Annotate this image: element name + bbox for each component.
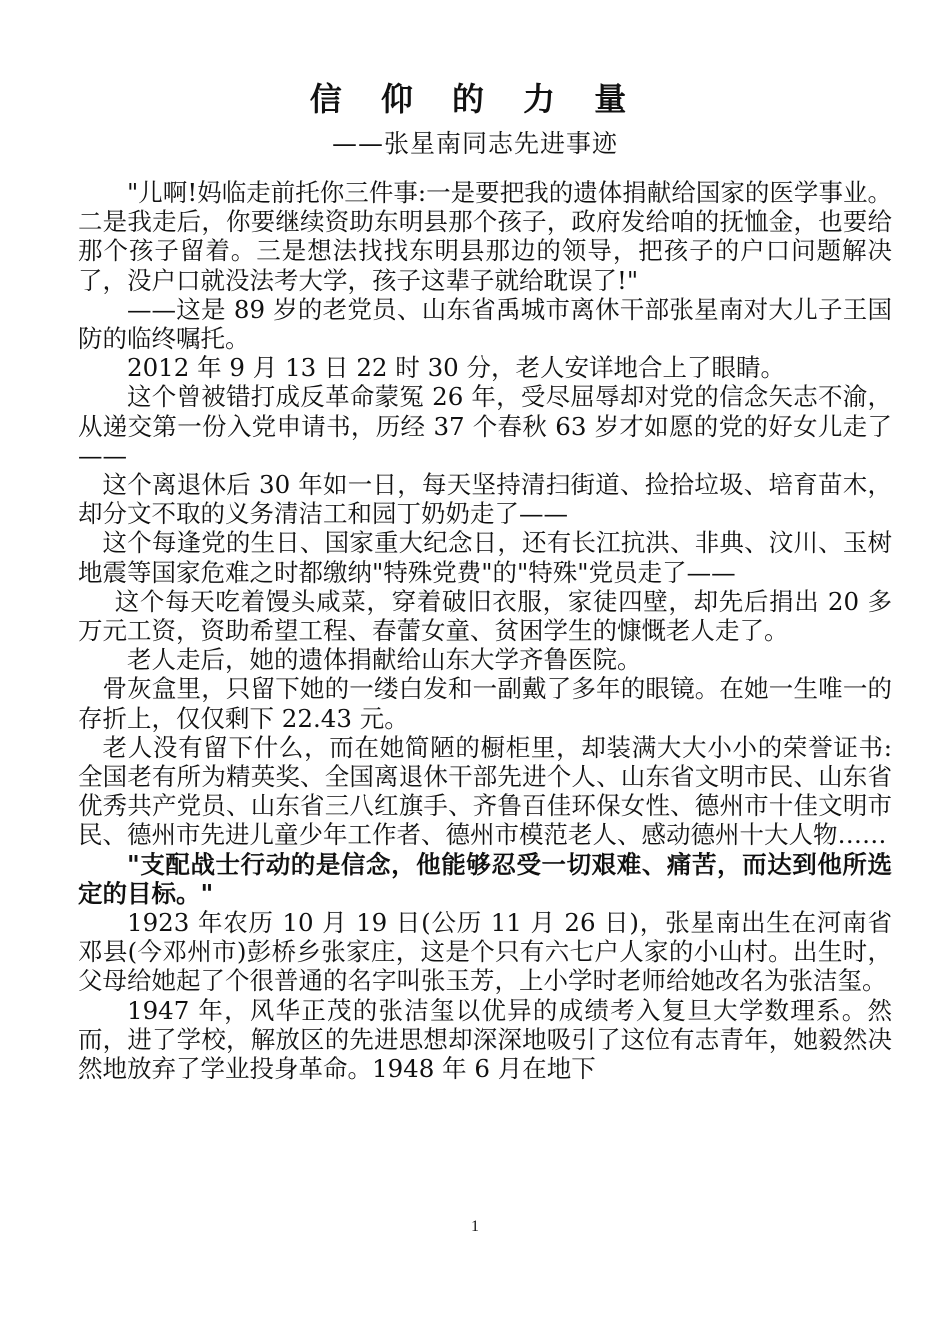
paragraph-honors: 老人没有留下什么，而在她简陋的橱柜里，却装满大大小小的荣誉证书:全国老有所为精英奖、全国离退休干部先进个人、山东省文明市民、山东省优秀共产党员、山东省三八红旗手、齐鲁百佳环保女性、德州市十佳文明市民、德州市先进儿童少年工作者、德州市模范老人、感动德州十大人物……: [78, 732, 892, 850]
paragraph-dying-wish: "儿啊!妈临走前托你三件事:一是要把我的遗体捐献给国家的医学事业。二是我走后，你要继续资助东明县那个孩子，政府发给咱的抚恤金，也要给那个孩子留着。三是想法找找东明县那边的领导，把孩子的户口问题解决了，没户口就没法考大学，孩子这辈子就给耽误了!": [78, 178, 892, 295]
paragraph-fudan: 1947 年，风华正茂的张洁玺以优异的成绩考入复旦大学数理系。然而，进了学校，解放区的先进思想却深深地吸引了这位有志青年，她毅然决然地放弃了学业投身革命。1948 年 6 月在地下: [78, 995, 892, 1084]
document-subtitle: ——张星南同志先进事迹: [331, 129, 618, 158]
paragraph-body-donation: 老人走后，她的遗体捐献给山东大学齐鲁医院。: [127, 645, 642, 675]
paragraph-birth: 1923 年农历 10 月 19 日(公历 11 月 26 日)，张星南出生在河南省邓县(今邓州市)彭桥乡张家庄，这是个只有六七户人家的小山村。出生时，父母给她起了个很普通的名字叫张玉芳，上小学时老师给她改名为张洁玺。: [78, 908, 892, 996]
paragraph-ashes-box: 骨灰盒里，只留下她的一缕白发和一副戴了多年的眼镜。在她一生唯一的存折上，仅仅剩下 22.43 元。: [78, 674, 892, 733]
paragraph-special-dues: 这个每逢党的生日、国家重大纪念日，还有长江抗洪、非典、汶川、玉树地震等国家危难之时都缴纳"特殊党费"的"特殊"党员走了——: [78, 528, 892, 587]
document-body: [78, 178, 892, 1083]
page-number: 1: [471, 1218, 479, 1235]
document-title: 信 仰 的 力 量: [309, 80, 641, 118]
paragraph-quote: "支配战士行动的是信念，他能够忍受一切艰难、痛苦，而达到他所选定的目标。": [78, 849, 892, 908]
paragraph-date-of-death: 2012 年 9 月 13 日 22 时 30 分，老人安详地合上了眼睛。: [127, 353, 786, 383]
paragraph-generous-donor: 这个每天吃着馒头咸菜，穿着破旧衣服，家徒四壁，却先后捐出 20 多万元工资，资助希望工程、春蕾女童、贫困学生的慷慨老人走了。: [78, 586, 892, 646]
paragraph-party-daughter: 这个曾被错打成反革命蒙冤 26 年，受尽屈辱却对党的信念矢志不渝，从递交第一份入党申请书，历经 37 个春秋 63 岁才如愿的党的好女儿走了——: [78, 382, 892, 470]
paragraph-volunteer-cleaner: 这个离退休后 30 年如一日，每天坚持清扫街道、捡拾垃圾、培育苗木，却分文不取的义务清洁工和园丁奶奶走了——: [78, 470, 892, 529]
paragraph-intro-speaker: ——这是 89 岁的老党员、山东省禹城市离休干部张星南对大儿子王国防的临终嘱托。: [78, 294, 892, 354]
